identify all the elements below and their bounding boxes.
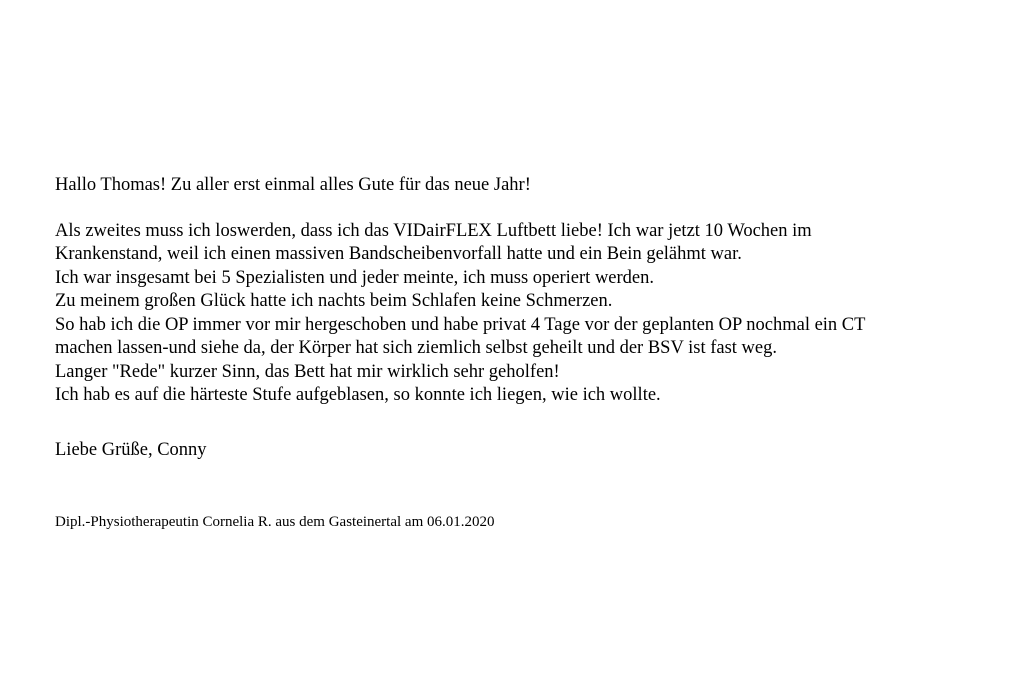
body-line: Als zweites muss ich loswerden, dass ich das VIDairFLEX Luftbett liebe! Ich war jetzt 10 Wochen im [55, 220, 812, 241]
body-line: Ich war insgesamt bei 5 Spezialisten und jeder meinte, ich muss operiert werden. [55, 267, 655, 288]
closing-signature: Liebe Grüße, Conny [55, 440, 207, 460]
body-line: Langer "Rede" kurzer Sinn, das Bett hat mir wirklich sehr geholfen! [55, 361, 560, 382]
attribution-line: Dipl.-Physiotherapeutin Cornelia R. aus dem Gasteinertal am 06.01.2020 [55, 514, 495, 530]
body-line: So hab ich die OP immer vor mir hergeschoben und habe privat 4 Tage vor der geplanten OP nochmal ein CT [55, 314, 866, 335]
testimonial-letter [55, 174, 995, 408]
body-line: Krankenstand, weil ich einen massiven Bandscheibenvorfall hatte und ein Bein gelähmt war. [55, 244, 742, 264]
body-line: Zu meinem großen Glück hatte ich nachts beim Schlafen keine Schmerzen. [55, 291, 613, 311]
letter-body [55, 220, 995, 408]
paragraph-gap [55, 198, 995, 220]
body-line: Ich hab es auf die härteste Stufe aufgeblasen, so konnte ich liegen, wie ich wollte. [55, 385, 661, 405]
greeting-line: Hallo Thomas! Zu aller erst einmal alles Gute für das neue Jahr! [55, 175, 531, 195]
body-line: machen lassen-und siehe da, der Körper hat sich ziemlich selbst geheilt und der BSV ist fast weg. [55, 338, 777, 358]
